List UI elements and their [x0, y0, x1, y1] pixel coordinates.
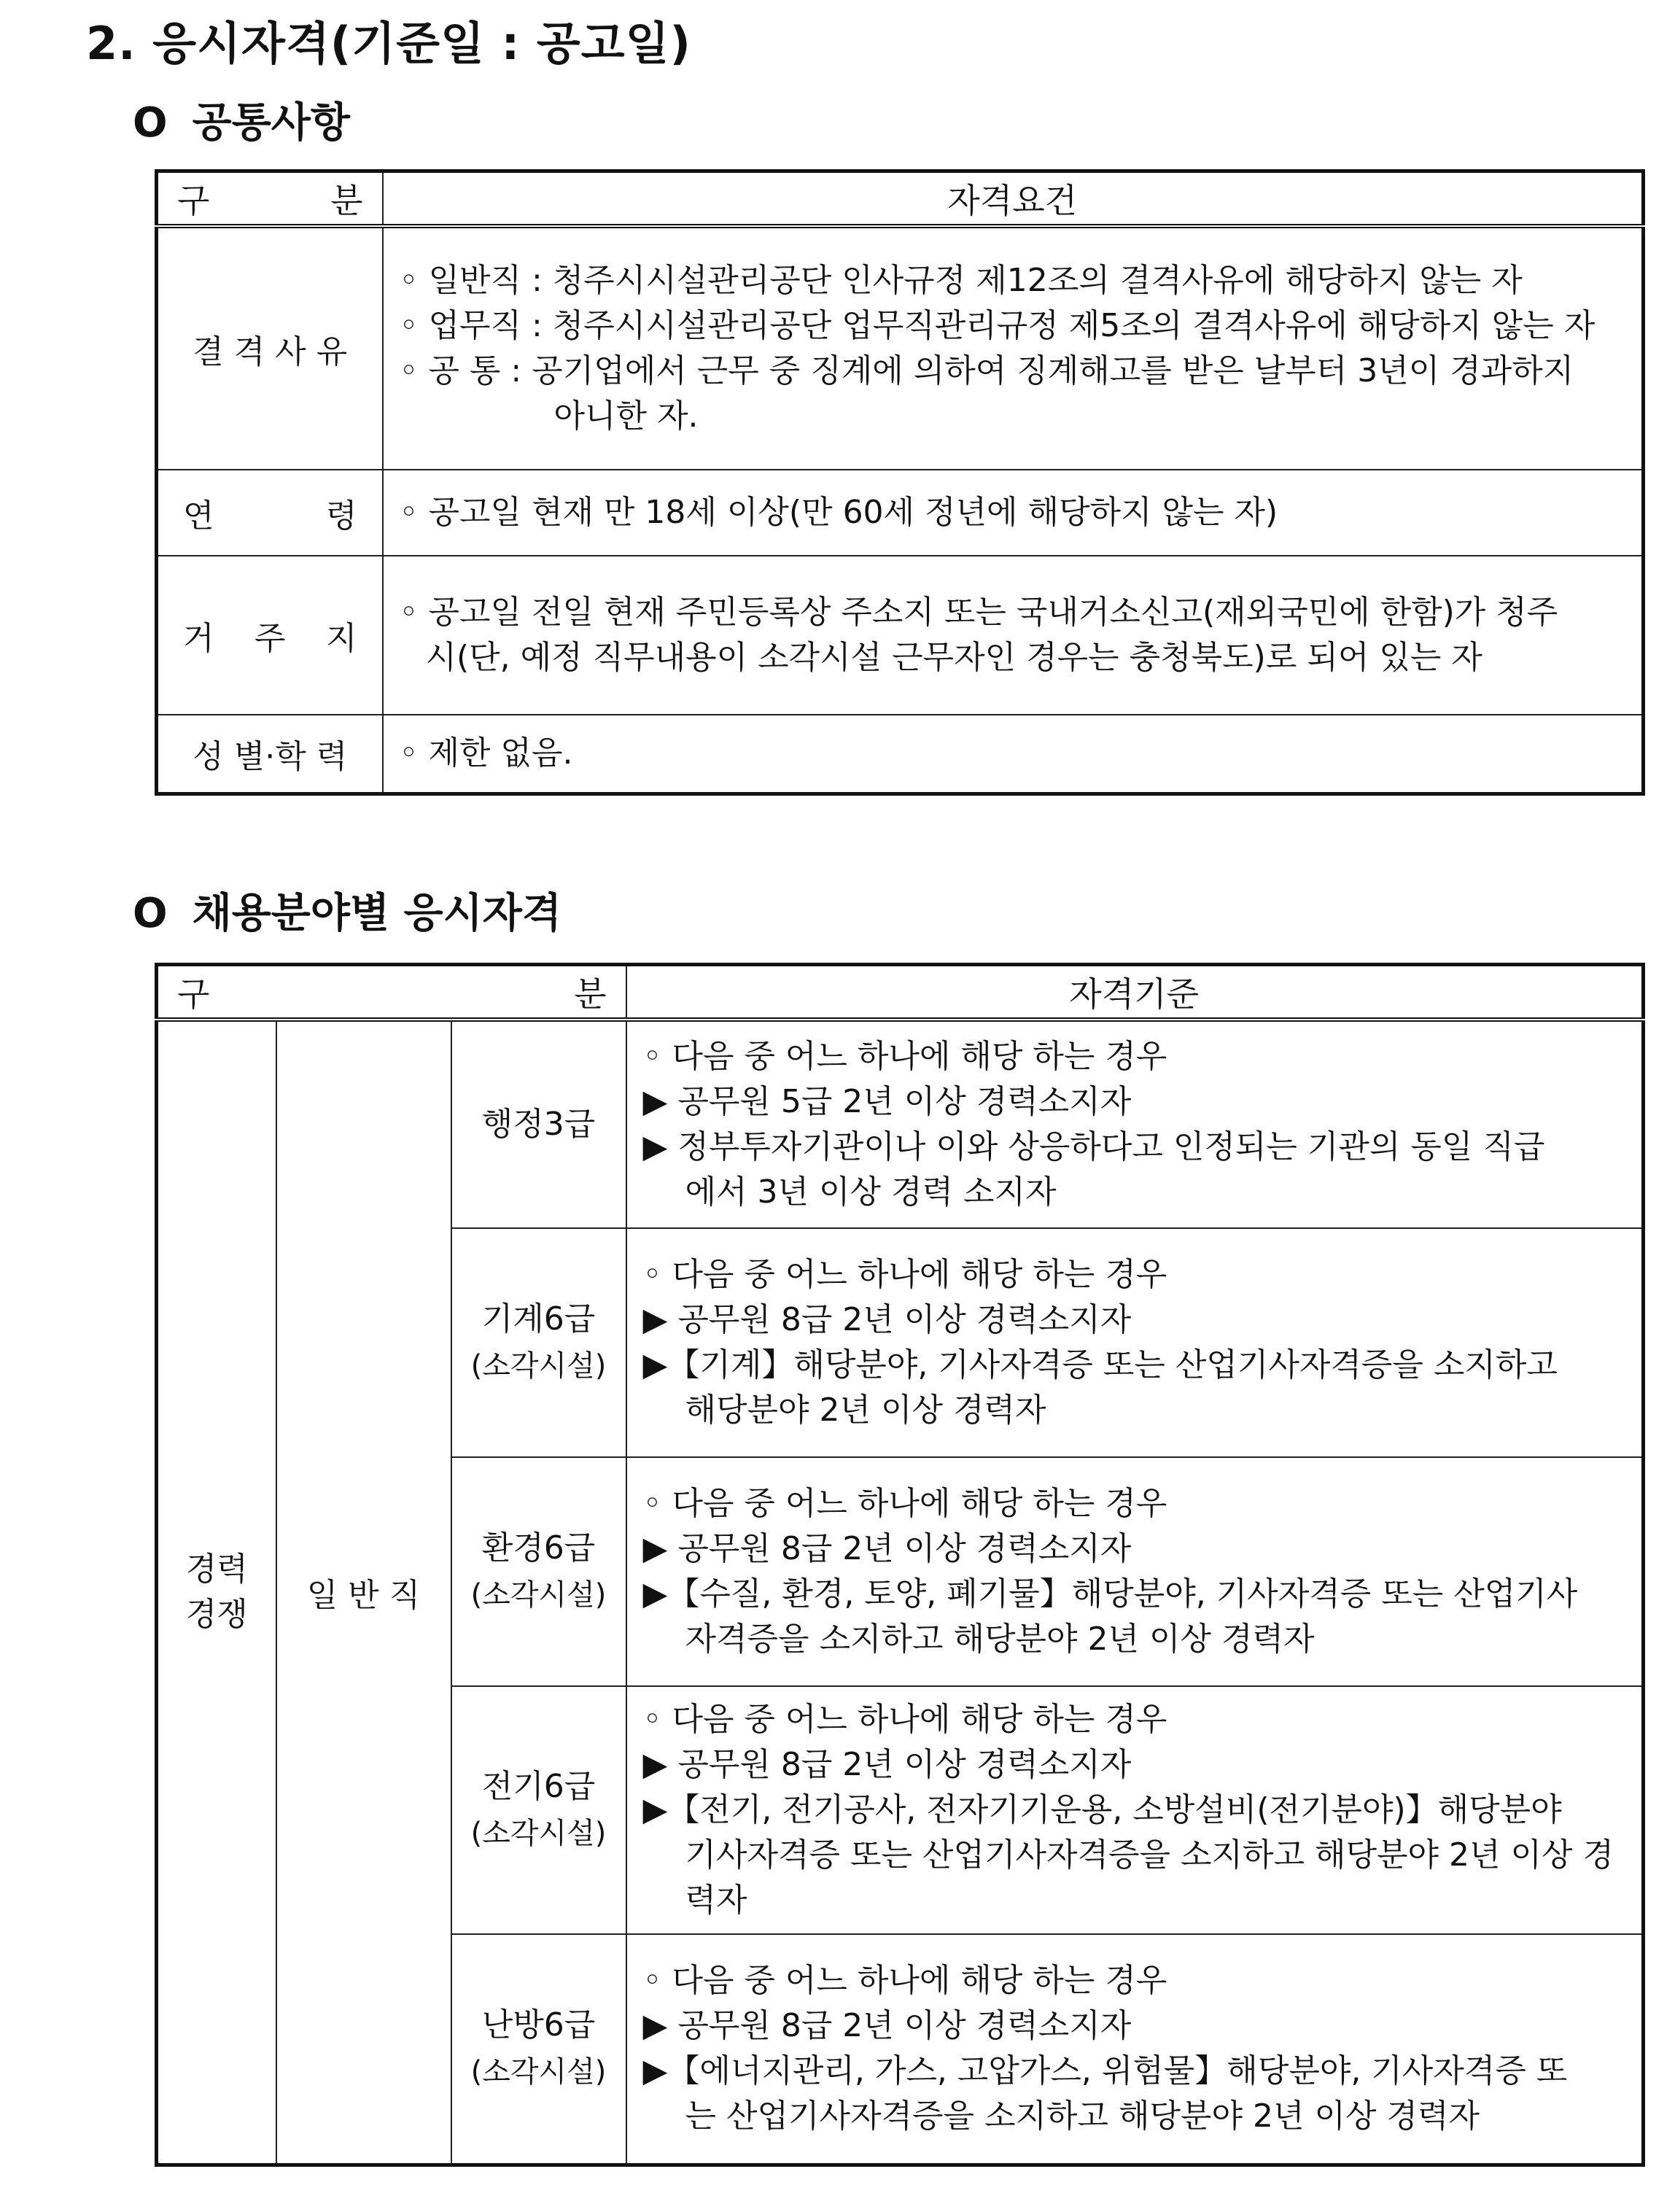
grade-mechanical-6: 기계6급 (소각시설)	[451, 1228, 626, 1457]
row-content: ◦ 다음 중 어느 하나에 해당 하는 경우 ▶ 공무원 8급 2년 이상 경력소지자 ▶【전기, 전기공사, 전자기기운용, 소방설비(전기분야)】해당분야 기사자격증 또는 산업기사자격증을 소지하고 해당분야 2년 이상 경 력자	[626, 1686, 1644, 1934]
row-content: ◦ 제한 없음.	[383, 715, 1644, 793]
row-content: ◦ 공고일 현재 만 18세 이상(만 60세 정년에 해당하지 않는 자)	[383, 470, 1644, 556]
row-content: ◦ 다음 중 어느 하나에 해당 하는 경우 ▶ 공무원 8급 2년 이상 경력소지자 ▶【에너지관리, 가스, 고압가스, 위험물】해당분야, 기사자격증 또 는 산업기사자격증을 소지하고 해당분야 2년 이상 경력자	[626, 1934, 1644, 2165]
row-content: ◦ 다음 중 어느 하나에 해당 하는 경우 ▶ 공무원 5급 2년 이상 경력소지자 ▶ 정부투자기관이나 이와 상응하다고 인정되는 기관의 동일 직급 에서 3년 이상 경력 소지자	[626, 1020, 1644, 1228]
header-category: 구 분	[157, 171, 383, 227]
row-label-gender-education: 성 별·학 력	[157, 715, 383, 793]
row-content: ◦ 다음 중 어느 하나에 해당 하는 경우 ▶ 공무원 8급 2년 이상 경력소지자 ▶【기계】해당분야, 기사자격증 또는 산업기사자격증을 소지하고 해당분야 2년 이상 경력자	[626, 1228, 1644, 1457]
by-field-heading	[133, 881, 561, 939]
row-label-disqualification: 결 격 사 유	[157, 226, 383, 470]
header-category: 구 분	[157, 965, 626, 1020]
grade-environment-6: 환경6급 (소각시설)	[451, 1457, 626, 1686]
table-row	[157, 470, 1644, 556]
table-header-row	[157, 171, 1644, 227]
header-criteria: 자격기준	[626, 965, 1644, 1020]
by-field-requirements-table	[155, 963, 1645, 2167]
common-heading-text: 공통사항	[192, 99, 350, 147]
section-title: 2. 응시자격(기준일 : 공고일)	[86, 17, 691, 70]
table-row	[157, 556, 1644, 715]
by-field-heading-text: 채용분야별 응시자격	[192, 890, 561, 937]
grade-electrical-6: 전기6급 (소각시설)	[451, 1686, 626, 1934]
table-row	[157, 226, 1644, 470]
grade-heating-6: 난방6급 (소각시설)	[451, 1934, 626, 2165]
grade-admin-3: 행정3급	[451, 1020, 626, 1228]
header-requirements: 자격요건	[383, 171, 1644, 227]
row-content: ◦ 공고일 전일 현재 주민등록상 주소지 또는 국내거소신고(재외국민에 한함)가 청주 시(단, 예정 직무내용이 소각시설 근무자인 경우는 충청북도)로 되어 있는 자	[383, 556, 1644, 715]
row-content: ◦ 일반직 : 청주시시설관리공단 인사규정 제12조의 결격사유에 해당하지 않는 자 ◦ 업무직 : 청주시시설관리공단 업무직관리규정 제5조의 결격사유에 해당하지 않는 자 ◦ 공 통 : 공기업에서 근무 중 징계에 의하여 징계해고를 받은 날부터 3년이 경과하지 아니한 자.	[383, 226, 1644, 470]
common-requirements-table	[155, 169, 1645, 796]
circle-bullet-icon: O	[133, 890, 168, 937]
circle-bullet-icon: O	[133, 99, 168, 147]
group-label-career: 경력 경쟁	[157, 1020, 276, 2165]
group-type-general: 일 반 직	[276, 1020, 451, 2165]
table-row	[157, 715, 1644, 793]
common-heading	[133, 90, 350, 149]
row-label-age: 연 령	[157, 470, 383, 556]
table-header-row	[157, 965, 1644, 1020]
row-label-residence: 거 주 지	[157, 556, 383, 715]
table-row	[157, 1020, 1644, 1228]
row-content: ◦ 다음 중 어느 하나에 해당 하는 경우 ▶ 공무원 8급 2년 이상 경력소지자 ▶【수질, 환경, 토양, 폐기물】해당분야, 기사자격증 또는 산업기사 자격증을 소지하고 해당분야 2년 이상 경력자	[626, 1457, 1644, 1686]
